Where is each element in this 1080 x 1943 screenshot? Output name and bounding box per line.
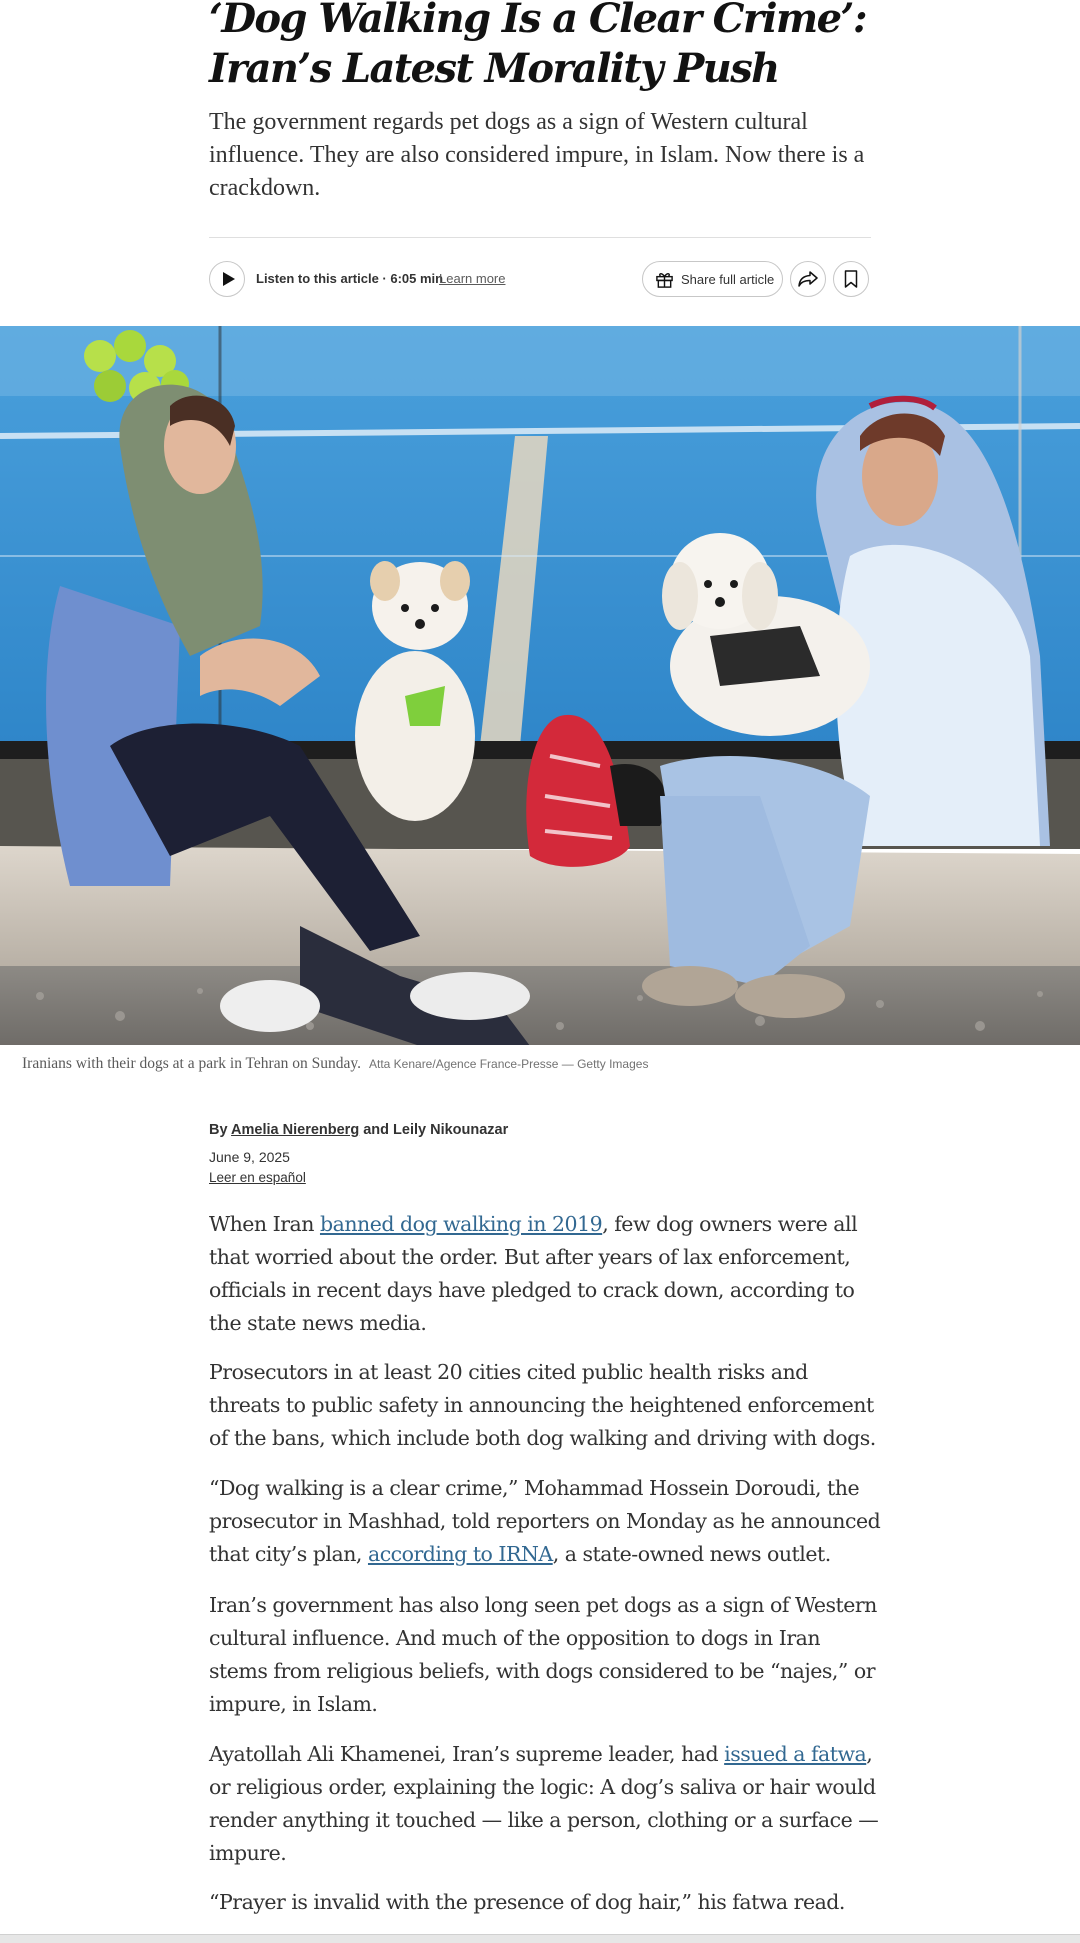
toolbar-divider xyxy=(209,237,871,238)
body-paragraph-5 xyxy=(209,1738,881,1870)
banned-dog-walking-link[interactable]: banned dog walking in 2019 xyxy=(319,1212,603,1236)
byline xyxy=(209,1122,508,1138)
share-button[interactable] xyxy=(790,261,826,297)
byline-conjunction: and xyxy=(363,1122,389,1138)
p3-text-after: , a state-owned news outlet. xyxy=(552,1542,831,1566)
article-toolbar xyxy=(209,261,871,299)
p3-text: “Dog walking is a clear crime,” Mohammad Hossein Doroudi, the prosecutor in Mashhad, told reporters on Monday as he announced that city’s plan, xyxy=(209,1476,881,1566)
according-to-irna-link[interactable]: according to IRNA xyxy=(367,1542,553,1566)
byline-prefix: By xyxy=(209,1122,228,1138)
learn-more-link[interactable]: Learn more xyxy=(439,271,506,286)
article-summary: The government regards pet dogs as a sign of Western cultural influence. They are also considered impure, in Islam. Now there is a crackdown. xyxy=(209,109,865,201)
body-paragraph-3 xyxy=(209,1472,881,1571)
p1-text-after: , few dog owners were all that worried about the order. But after years of lax enforcement, officials in recent days have pledged to crack down, according to the state news media. xyxy=(209,1212,858,1335)
author-name-2: Leily Nikounazar xyxy=(393,1122,509,1138)
share-full-article-button[interactable] xyxy=(642,261,783,297)
dog-left xyxy=(355,561,475,821)
photo-credit: Atta Kenare/Agence France-Presse — Getty Images xyxy=(368,1057,649,1071)
lead-photo xyxy=(0,326,1080,1045)
play-icon xyxy=(223,272,235,286)
listen-label: Listen to this article · 6:05 min xyxy=(256,271,444,286)
gift-icon xyxy=(655,270,674,289)
body-paragraph-4: Iran’s government has also long seen pet dogs as a sign of Western cultural influence. And much of the opposition to dogs in Iran stems from religious beliefs, with dogs considered to be “najes,” or impure, in Islam. xyxy=(209,1593,877,1716)
p1-text: When Iran xyxy=(209,1212,320,1236)
p5-text: Ayatollah Ali Khamenei, Iran’s supreme leader, had xyxy=(209,1742,725,1766)
body-paragraph-6: “Prayer is invalid with the presence of dog hair,” his fatwa read. xyxy=(209,1890,845,1914)
save-button[interactable] xyxy=(833,261,869,297)
body-paragraph-1 xyxy=(209,1208,881,1340)
article-headline: ‘Dog Walking Is a Clear Crime’: Iran’s Latest Morality Push xyxy=(209,0,867,92)
photo-caption: Iranians with their dogs at a park in Tehran on Sunday. xyxy=(22,1055,361,1072)
photo-caption-row xyxy=(22,1055,1062,1073)
play-audio-button[interactable] xyxy=(209,261,245,297)
issued-a-fatwa-link[interactable]: issued a fatwa xyxy=(724,1742,867,1766)
bookmark-icon xyxy=(844,270,858,288)
publish-date: June 9, 2025 xyxy=(209,1149,290,1165)
body-paragraph-2: Prosecutors in at least 20 cities cited public health risks and threats to public safety in announcing the heightened enforcement of the bans, which include both dog walking and driving with dogs. xyxy=(209,1360,876,1450)
spanish-version-link[interactable]: Leer en español xyxy=(209,1170,306,1185)
share-arrow-icon xyxy=(798,271,818,287)
author-link-1[interactable]: Amelia Nierenberg xyxy=(231,1122,360,1138)
share-label: Share full article xyxy=(681,271,775,287)
p5-text-after: , or religious order, explaining the logic: A dog’s saliva or hair would render anything it touched — like a person, clothing or a surface — impure. xyxy=(209,1742,879,1865)
